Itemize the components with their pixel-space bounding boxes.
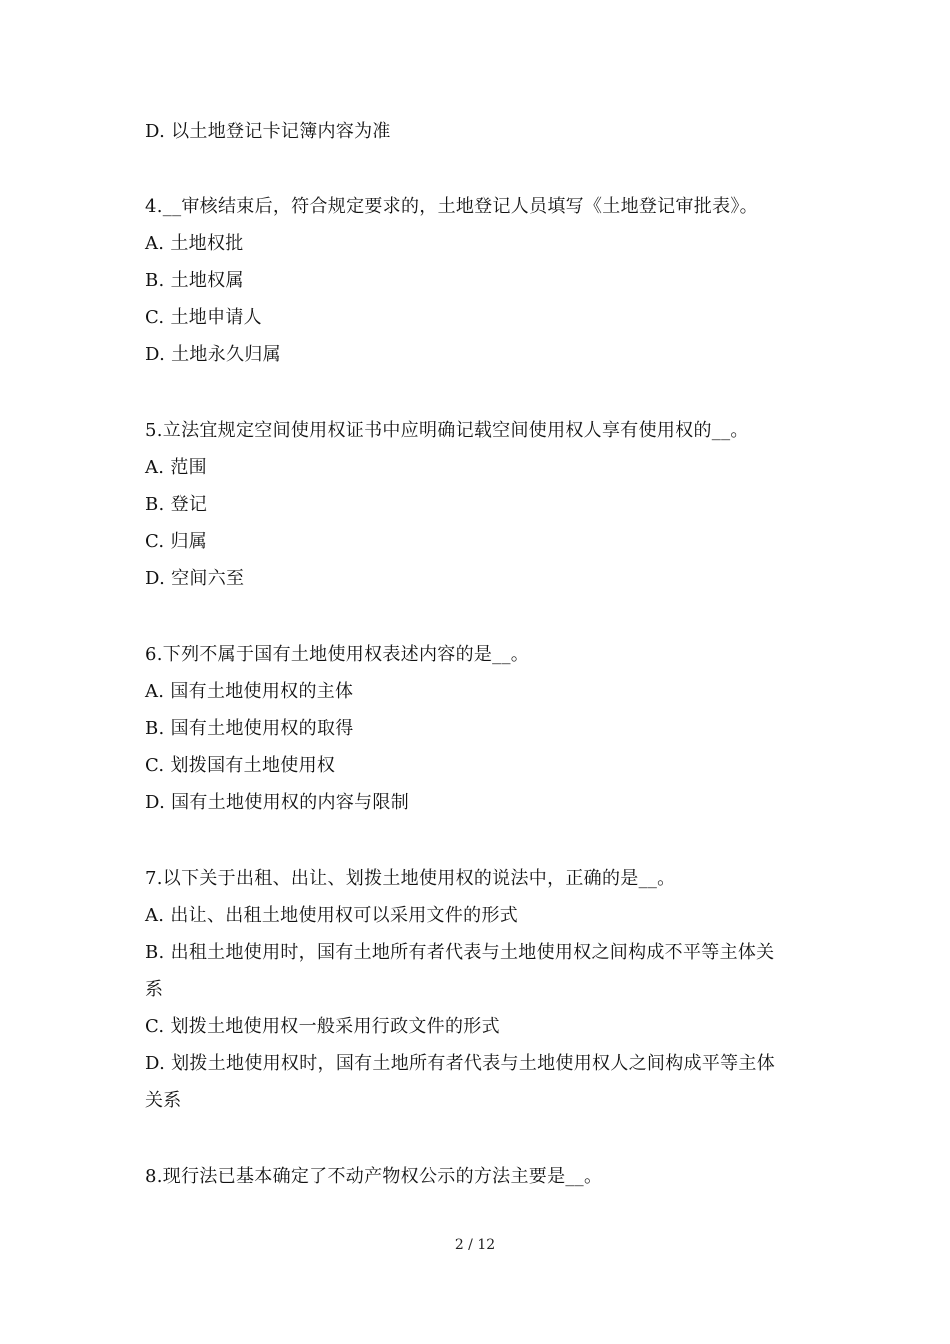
q5-stem: 5.立法宜规定空间使用权证书中应明确记载空间使用权人享有使用权的__。: [145, 420, 749, 441]
q5-option-d: D. 空间六至: [145, 568, 245, 589]
q4-option-d: D. 土地永久归属: [145, 344, 281, 365]
q4-stem: 4.__审核结束后，符合规定要求的，土地登记人员填写《土地登记审批表》。: [145, 196, 758, 217]
q8-stem: 8.现行法已基本确定了不动产物权公示的方法主要是__。: [145, 1166, 603, 1187]
q5-option-a: A. 范围: [145, 457, 207, 478]
q4-option-c: C. 土地申请人: [145, 307, 262, 328]
q6-option-a: A. 国有土地使用权的主体: [145, 681, 354, 702]
q4-option-a: A. 土地权批: [145, 233, 244, 254]
q7-option-d-continued: 关系: [145, 1090, 182, 1111]
q7-stem: 7.以下关于出租、出让、划拨土地使用权的说法中，正确的是__。: [145, 868, 676, 889]
q7-option-b-continued: 系: [145, 979, 164, 1000]
q6-stem: 6.下列不属于国有土地使用权表述内容的是__。: [145, 644, 530, 665]
q4-option-b: B. 土地权属: [145, 270, 244, 291]
q7-option-b: B. 出租土地使用时，国有土地所有者代表与土地使用权之间构成不平等主体关: [145, 942, 775, 963]
q6-option-b: B. 国有土地使用权的取得: [145, 718, 354, 739]
q7-option-d: D. 划拨土地使用权时，国有土地所有者代表与土地使用权人之间构成平等主体: [145, 1053, 776, 1074]
q3-option-d: D. 以土地登记卡记簿内容为准: [145, 121, 391, 142]
q6-option-c: C. 划拨国有土地使用权: [145, 755, 336, 776]
q7-option-a: A. 出让、出租土地使用权可以采用文件的形式: [145, 905, 519, 926]
q5-option-b: B. 登记: [145, 494, 208, 515]
q6-option-d: D. 国有土地使用权的内容与限制: [145, 792, 410, 813]
q5-option-c: C. 归属: [145, 531, 208, 552]
q7-option-c: C. 划拨土地使用权一般采用行政文件的形式: [145, 1016, 500, 1037]
page-number: 2 / 12: [454, 1237, 496, 1253]
